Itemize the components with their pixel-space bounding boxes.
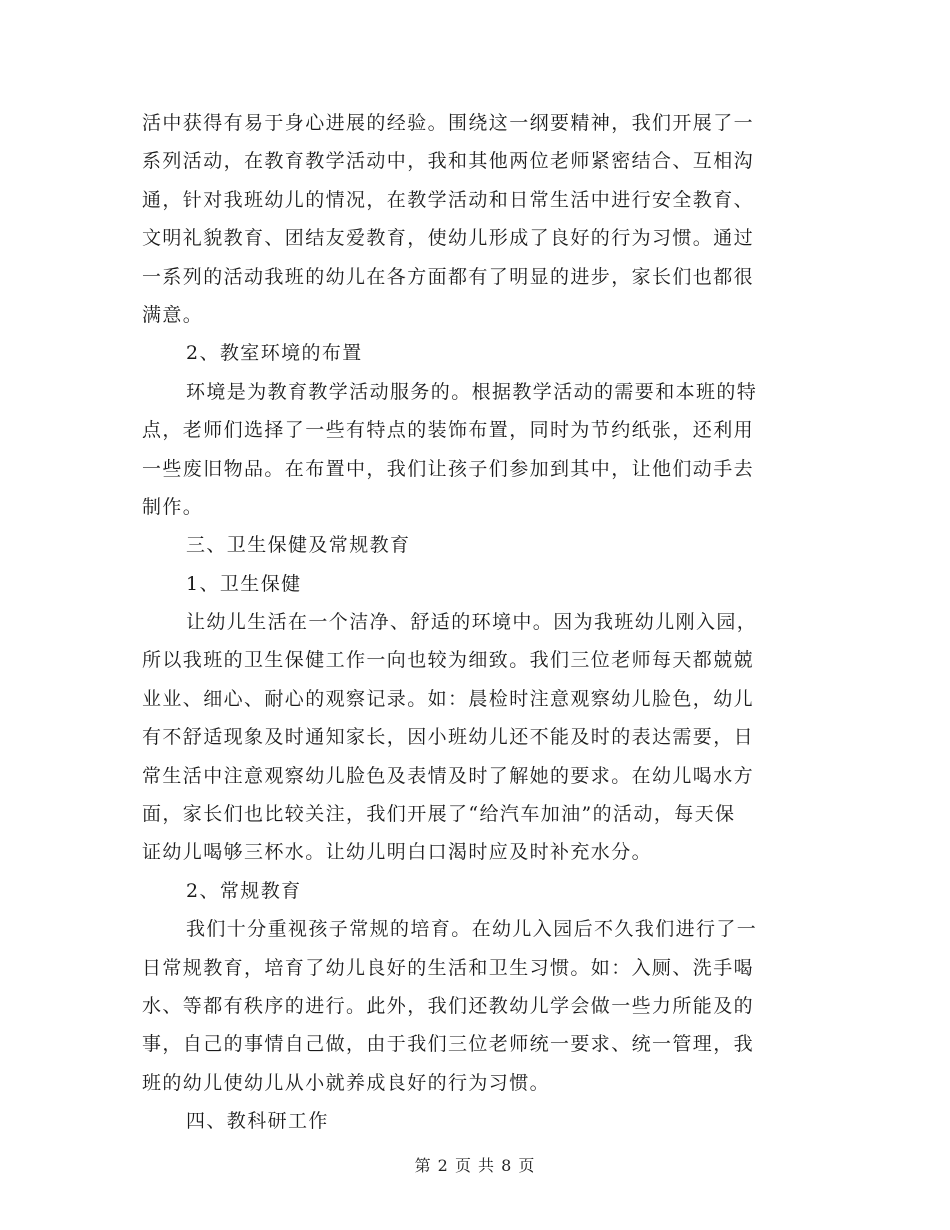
- text-line: 制作。: [142, 495, 204, 518]
- document-body: [142, 104, 802, 1141]
- page-footer: 第 2 页 共 8 页: [414, 1156, 536, 1175]
- text-line: 系列活动，在教育教学活动中，我和其他两位老师紧密结合、互相沟: [142, 150, 755, 173]
- text-line: 所以我班的卫生保健工作一向也较为细致。我们三位老师每天都兢兢: [142, 649, 755, 672]
- text-line: 2、教室环境的布置: [186, 342, 363, 365]
- text-line: 事，自己的事情自己做，由于我们三位老师统一要求、统一管理，我: [142, 1033, 755, 1056]
- text-line: 点，老师们选择了一些有特点的装饰布置，同时为节约纸张，还利用: [142, 419, 755, 442]
- text-line: 一系列的活动我班的幼儿在各方面都有了明显的进步，家长们也都很: [142, 265, 755, 288]
- text-line: 三、卫生保健及常规教育: [186, 534, 411, 557]
- text-line: 面，家长们也比较关注，我们开展了“给汽车加油”的活动，每天保: [142, 803, 736, 826]
- text-line: 四、教科研工作: [186, 1110, 329, 1133]
- text-line: 通，针对我班幼儿的情况，在教学活动和日常生活中进行安全教育、: [142, 188, 755, 211]
- text-line: 证幼儿喝够三杯水。让幼儿明白口渴时应及时补充水分。: [142, 841, 653, 864]
- text-line: 环境是为教育教学活动服务的。根据教学活动的需要和本班的特: [186, 380, 758, 403]
- text-line: 有不舒适现象及时通知家长，因小班幼儿还不能及时的表达需要，日: [142, 726, 755, 749]
- text-line: 业业、细心、耐心的观察记录。如：晨检时注意观察幼儿脸色，幼儿: [142, 687, 755, 710]
- text-line: 常生活中注意观察幼儿脸色及表情及时了解她的要求。在幼儿喝水方: [142, 764, 755, 787]
- text-line: 让幼儿生活在一个洁净、舒适的环境中。因为我班幼儿刚入园，: [186, 611, 758, 634]
- text-line: 一些废旧物品。在布置中，我们让孩子们参加到其中，让他们动手去: [142, 457, 755, 480]
- text-line: 满意。: [142, 303, 204, 326]
- text-line: 班的幼儿使幼儿从小就养成良好的行为习惯。: [142, 1071, 551, 1094]
- text-line: 1、卫生保健: [186, 572, 302, 595]
- text-line: 我们十分重视孩子常规的培育。在幼儿入园后不久我们进行了一: [186, 918, 758, 941]
- text-line: 水、等都有秩序的进行。此外，我们还教幼儿学会做一些力所能及的: [142, 994, 755, 1017]
- text-line: 日常规教育，培育了幼儿良好的生活和卫生习惯。如：入厕、洗手喝: [142, 956, 755, 979]
- text-line: 文明礼貌教育、团结友爱教育，使幼儿形成了良好的行为习惯。通过: [142, 227, 755, 250]
- text-line: 2、常规教育: [186, 879, 302, 902]
- text-line: 活中获得有易于身心进展的经验。围绕这一纲要精神，我们开展了一: [142, 112, 755, 134]
